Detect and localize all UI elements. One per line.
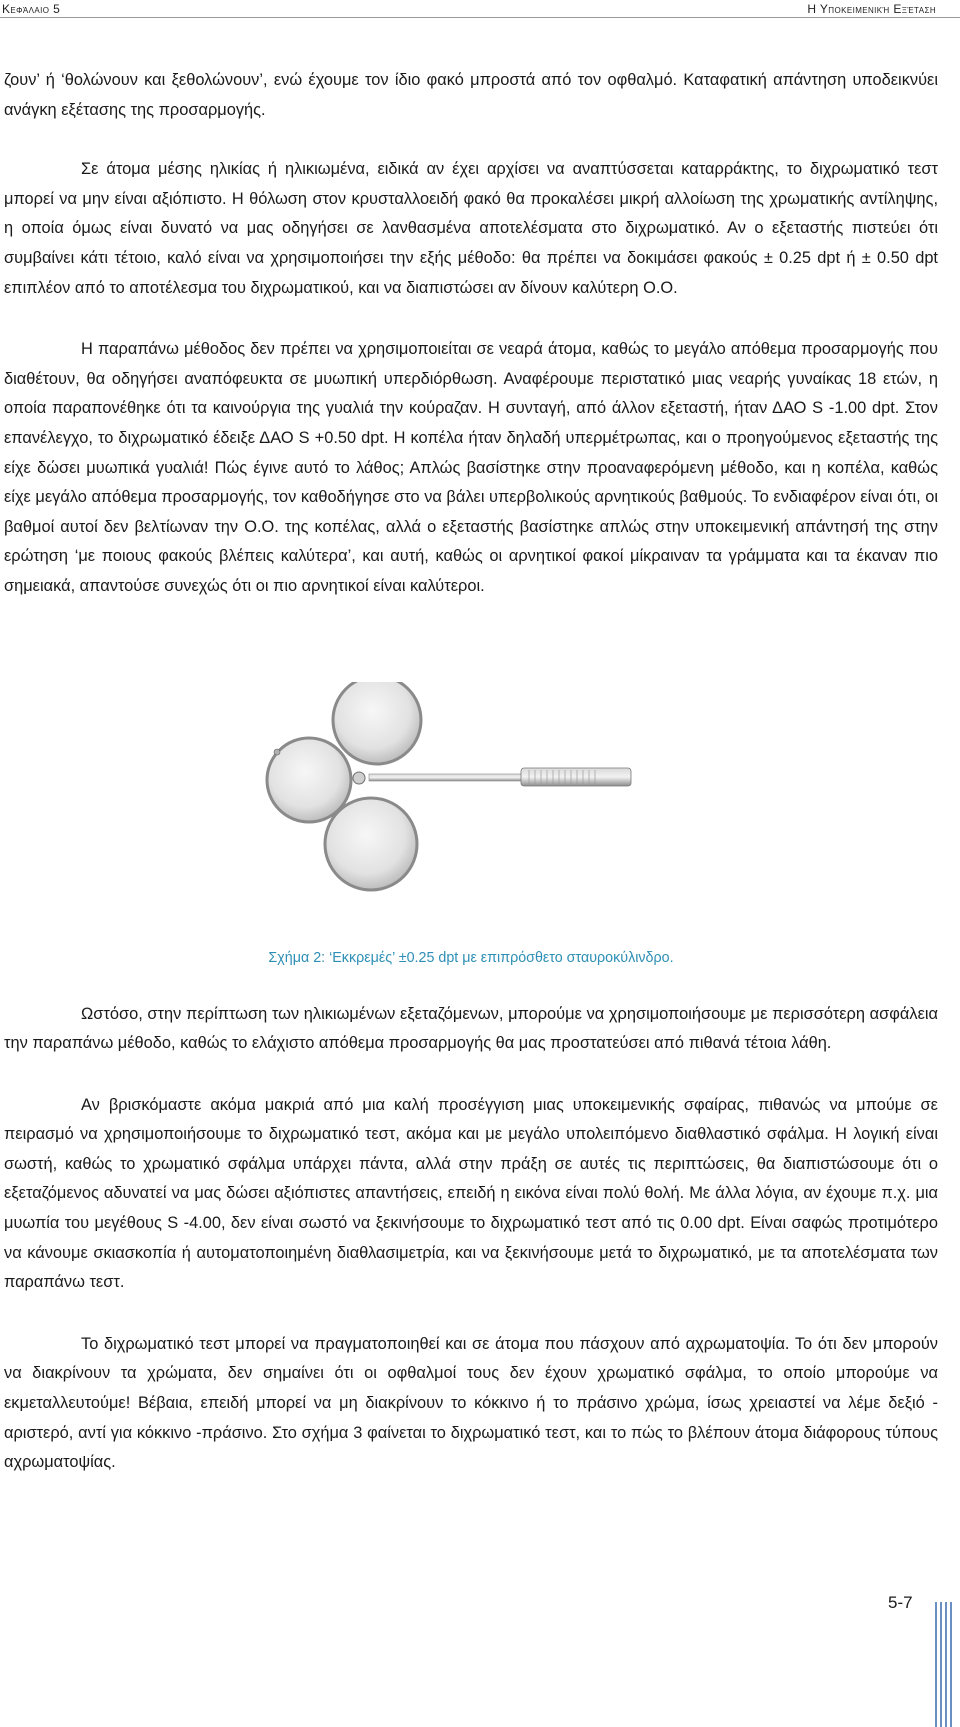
paragraph: Η παραπάνω μέθοδος δεν πρέπει να χρησιμοποιείται σε νεαρά άτομα, καθώς το μεγάλο απόθεμα προσαρμογής που διαθέτουν, θα οδηγήσει αναπόφευκτα σε μυωπική υπερδιόρθωση. Αναφέρουμε περιστατικό μιας νεαρής γυναίκας 18 ετών, η οποία παραπονέθηκε ότι τα καινούργια της γυαλιά την κούραζαν. Η συνταγή, από άλλον εξεταστή, ήταν ΔΑΟ S -1.00 dpt. Στον επανέλεγχο, το διχρωματικό έδειξε ΔΑΟ S +0.50 dpt. Η κοπέλα ήταν δηλαδή υπερμέτρωπας, και ο προηγούμενος εξεταστής της είχε δώσει μυωπικά γυαλιά! Πώς έγινε αυτό το λάθος; Απλώς βασίστηκε στην προαναφερόμενη μέθοδο, και η κοπέλα, καθώς είχε μεγάλο απόθεμα προσαρμογής, τον καθοδήγησε στο να βάλει υπερβολικούς αρνητικούς βαθμούς. Το ενδιαφέρον είναι ότι, οι βαθμοί αυτοί δεν βελτίωναν την Ο.Ο. της κοπέλας, αλλά ο εξεταστής βασίστηκε απλώς στην υποκειμενική απάντησή της στην ερώτηση ‘με ποιους φακούς βλέπεις καλύτερα’, και αυτή, καθώς οι αρνητικοί φακοί μίκραιναν τα γράμματα και τα έκαναν πιο σημειακά, απαντούσε συνεχώς ότι οι πιο αρνητικοί είναι καλύτεροι. [4,340,938,595]
flip-lens-illustration [259,682,659,912]
paragraph-continued: ζουν’ ή ‘θολώνουν και ξεθολώνουν’, ενώ έχουμε τον ίδιο φακό μπροστά από τον οφθαλμό. Καταφατική απάντηση υποδεικνύει ανάγκη εξέτασης της προσαρμογής. [4,71,938,119]
paragraph: Το διχρωματικό τεστ μπορεί να πραγματοποιηθεί και σε άτομα που πάσχουν από αχρωματοψία. Το ότι δεν μπορούν να διακρίνουν τα χρώματα, δεν σημαίνει ότι οι οφθαλμοί τους δεν έχουν χρωματικό σφάλμα, το οποίο μπορούμε να εκμεταλλευτούμε! Βέβαια, επειδή μπορεί να μη διακρίνουν το κόκκινο ή το πράσινο χρώμα, ίσως χρειαστεί να λέμε δεξιό - αριστερό, αντί για κόκκινο -πράσινο. Στο σχήμα 3 φαίνεται το διχρωματικό τεστ, και το πώς το βλέπουν άτομα διάφορους τύπους αχρωματοψίας. [4,1334,938,1472]
lens-top [333,682,421,764]
rod [369,774,529,781]
chapter-label: Κεφάλαιο 5 [2,2,61,16]
handle [521,768,631,786]
page-number: 5-7 [888,1593,913,1612]
section-label: Η Υποκειμενική Εξέταση [807,2,936,16]
figure-caption: Σχήμα 2: ‘Εκκρεμές’ ±0.25 dpt με επιπρόσθετο σταυροκύλινδρο. [268,949,674,966]
header-divider [0,17,960,18]
page-edge-marks [935,1602,955,1727]
page-body [4,66,938,1478]
paragraph: Ωστόσο, στην περίπτωση των ηλικιωμένων εξεταζόμενων, μπορούμε να χρησιμοποιήσουμε με περισσότερη ασφάλεια την παραπάνω μέθοδο, καθώς το ελάχιστο απόθεμα προσαρμογής θα μας προστατεύσει από πιθανά τέτοια λάθη. [4,1004,938,1053]
figure-flip-lens [4,682,938,912]
lens-bottom [325,798,417,890]
paragraph: Σε άτομα μέσης ηλικίας ή ηλικιωμένα, ειδικά αν έχει αρχίσει να αναπτύσσεται καταρράκτης, το διχρωματικό τεστ μπορεί να μην είναι αξιόπιστο. Η θόλωση στον κρυσταλλοειδή φακό θα προκαλέσει μικρή αλλοίωση της χρωματικής αντίληψης, η οποία όμως είναι δυνατό να μας οδηγήσει σε λανθασμένα αποτελέσματα στο διχρωματικό. Αν ο εξεταστής πιστεύει ότι συμβαίνει κάτι τέτοιο, καλό είναι να χρησιμοποιήσει την εξής μέθοδο: θα πρέπει να δοκιμάσει φακούς ± 0.25 dpt ή ± 0.50 dpt επιπλέον από το αποτέλεσμα του διχρωματικού, και να διαπιστώσει αν δίνουν καλύτερη Ο.Ο. [4,160,938,297]
paragraph: Αν βρισκόμαστε ακόμα μακριά από μια καλή προσέγγιση μιας υποκειμενικής σφαίρας, πιθανώς να μπούμε σε πειρασμό να χρησιμοποιήσουμε το διχρωματικό τεστ, ακόμα και με μεγάλο υπολειπόμενο διαθλαστικό σφάλμα. Η λογική είναι σωστή, καθώς το χρωματικό σφάλμα υπάρχει πάντα, αλλά στην πράξη σε αυτές τις περιπτώσεις, θα διαπιστώσουμε ότι ο εξεταζόμενος αδυνατεί να μας δώσει αξιόπιστες απαντήσεις, επειδή η εικόνα είναι πολύ θολή. Με άλλα λόγια, αν έχουμε π.χ. μια μυωπία του μεγέθους S -4.00, δεν είναι σωστό να ξεκινήσουμε το διχρωματικό τεστ από τις 0.00 dpt. Είναι σαφώς προτιμότερο να κάνουμε σκιασκοπία ή αυτοματοποιημένη διαθλασιμετρία, και να ξεκινήσουμε μετά το διχρωματικό, με τα αποτελέσματα των παραπάνω τεστ. [4,1095,938,1292]
